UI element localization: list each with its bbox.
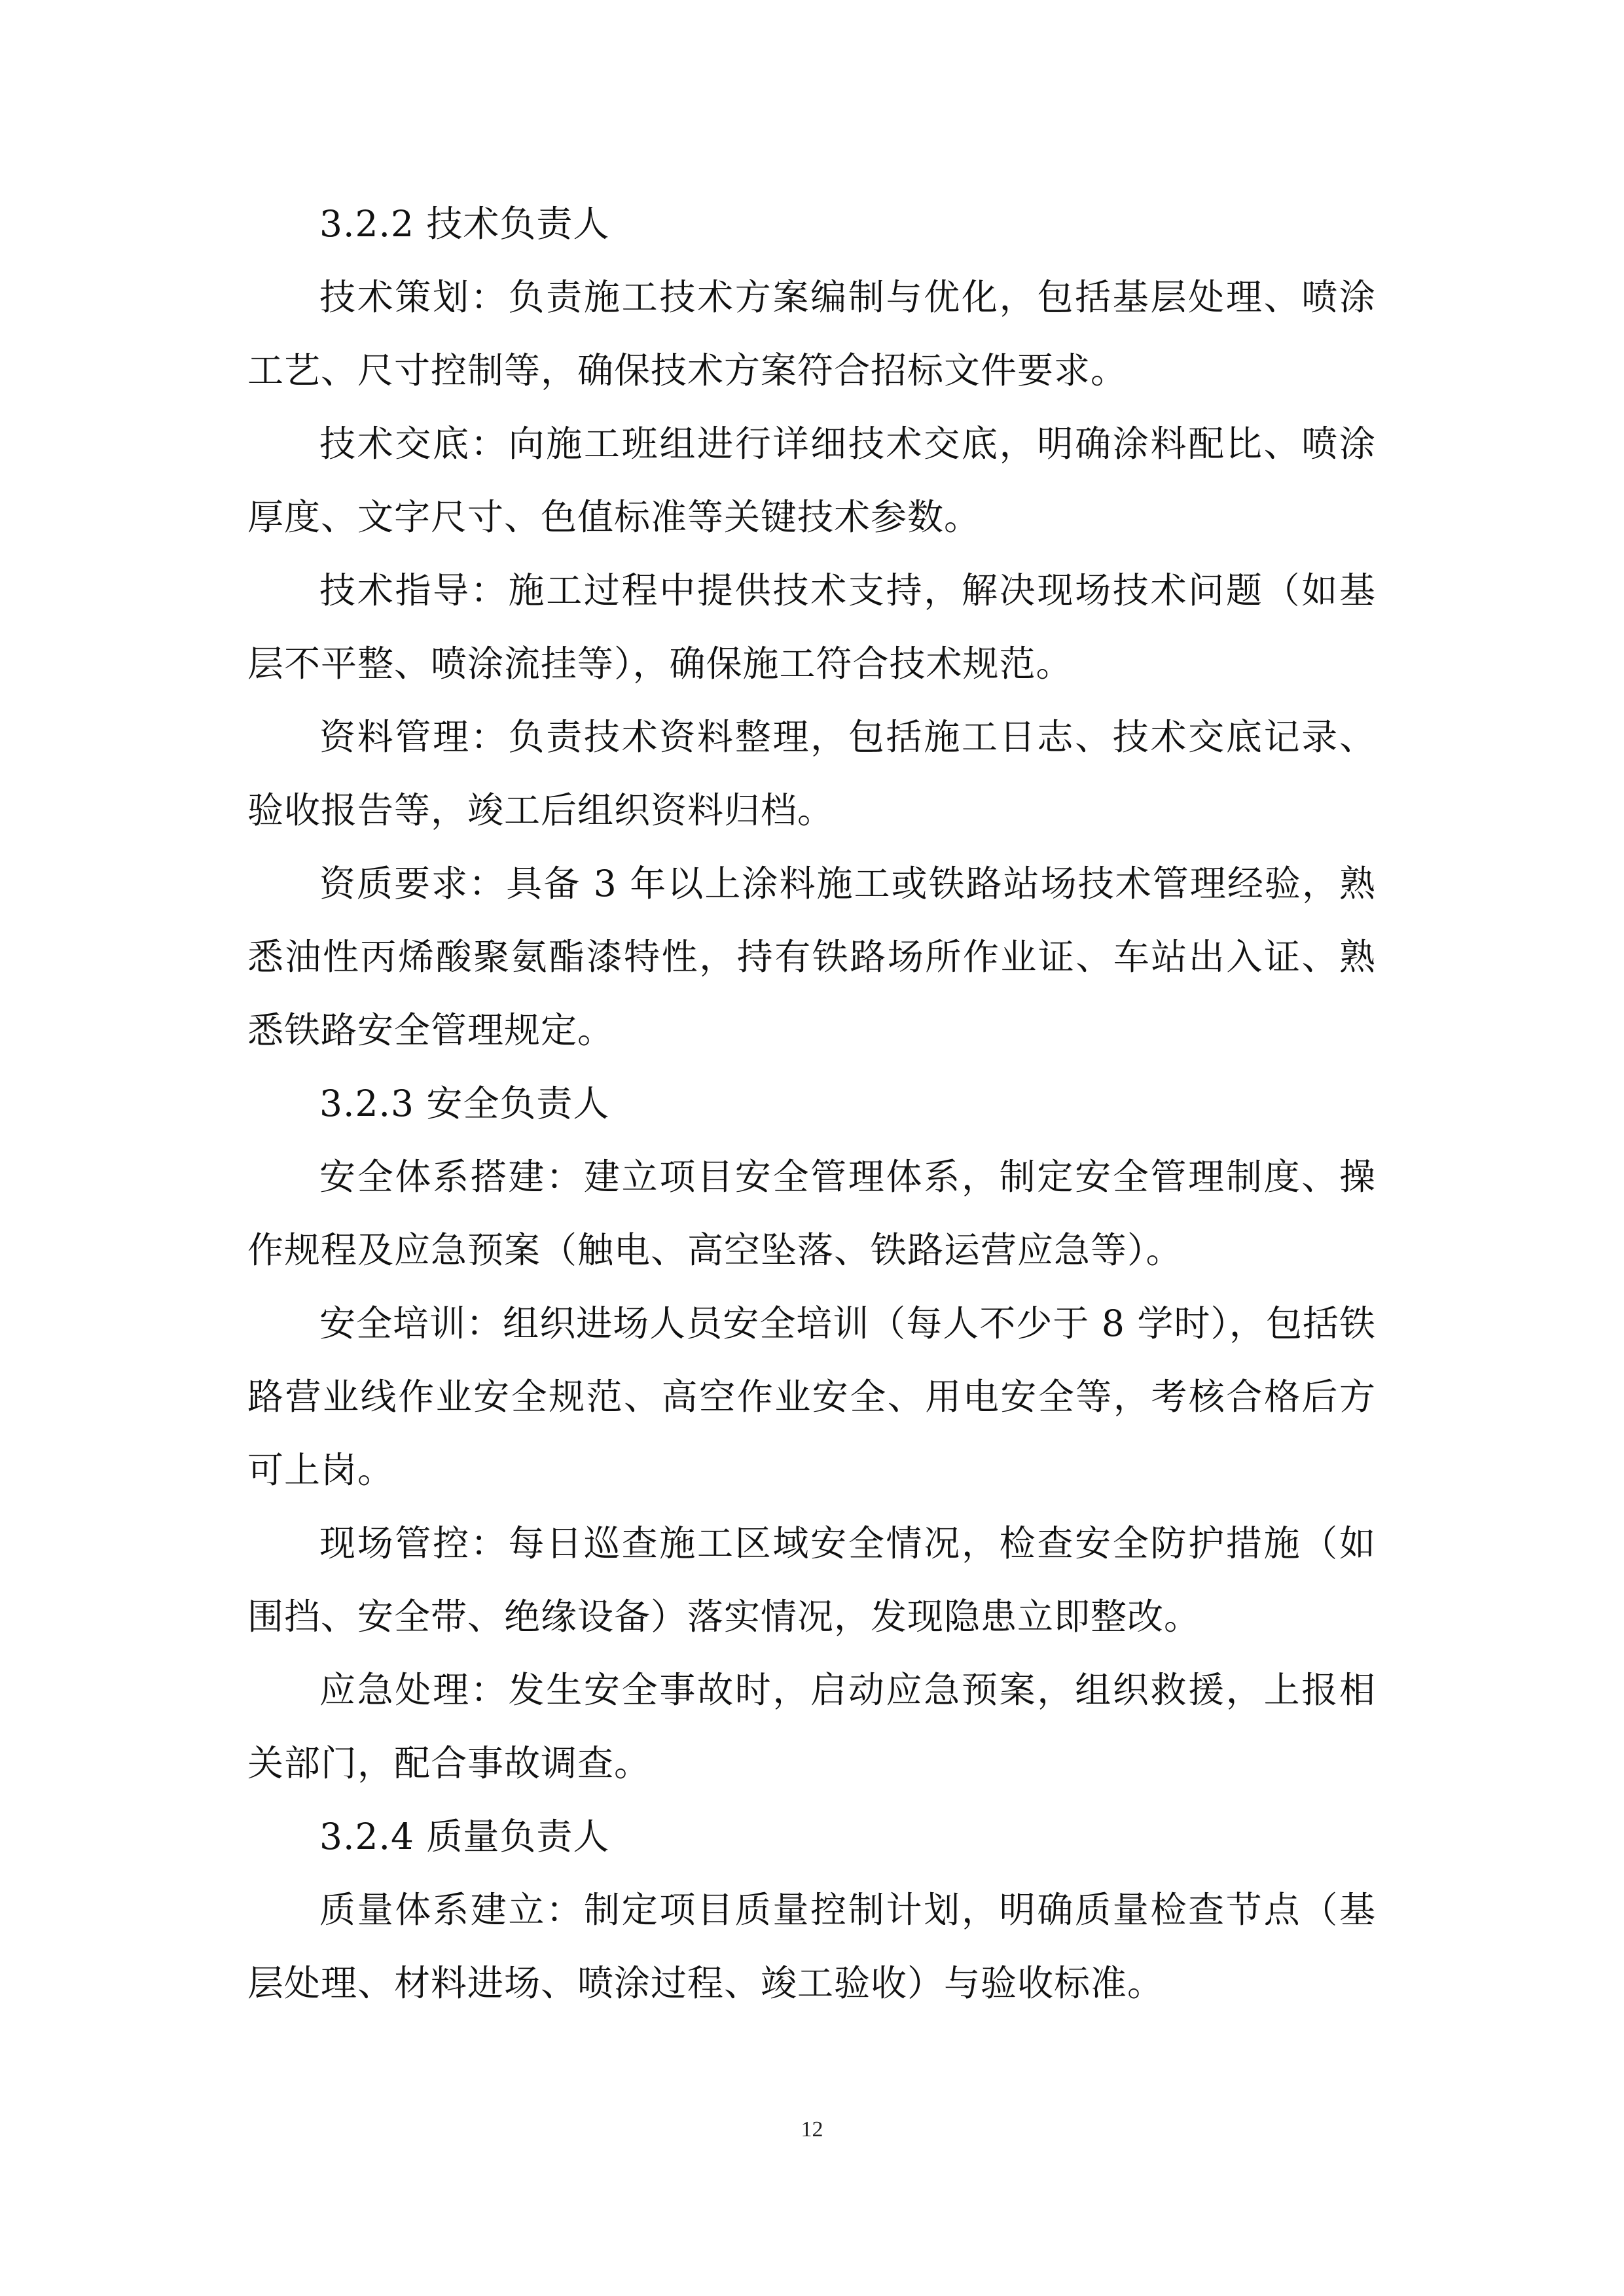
page-body xyxy=(247,187,1376,2020)
page-number: 12 xyxy=(801,2117,823,2142)
paragraph-emergency-handling: 应急处理：发生安全事故时，启动应急预案，组织救援，上报相关部门，配合事故调查。 xyxy=(247,1669,1376,1784)
paragraph-safety-system: 安全体系搭建：建立项目安全管理体系，制定安全管理制度、操作规程及应急预案（触电、高空坠落、铁路运营应急等）。 xyxy=(247,1156,1376,1271)
paragraph-technical-planning: 技术策划：负责施工技术方案编制与优化，包括基层处理、喷涂工艺、尺寸控制等，确保技术方案符合招标文件要求。 xyxy=(247,276,1376,391)
paragraph-qualification-requirements: 资质要求：具备 3 年以上涂料施工或铁路站场技术管理经验，熟悉油性丙烯酸聚氨酯漆特性，持有铁路场所作业证、车站出入证、熟悉铁路安全管理规定。 xyxy=(247,863,1376,1051)
paragraph-document-management: 资料管理：负责技术资料整理，包括施工日志、技术交底记录、验收报告等，竣工后组织资料归档。 xyxy=(247,716,1376,831)
section-heading-3-2-2: 3.2.2 技术负责人 xyxy=(319,203,610,245)
paragraph-site-control: 现场管控：每日巡查施工区域安全情况，检查安全防护措施（如围挡、安全带、绝缘设备）落实情况，发现隐患立即整改。 xyxy=(247,1522,1376,1638)
section-heading-3-2-3: 3.2.3 安全负责人 xyxy=(319,1083,610,1124)
section-heading-3-2-4: 3.2.4 质量负责人 xyxy=(319,1816,610,1857)
paragraph-quality-system: 质量体系建立：制定项目质量控制计划，明确质量检查节点（基层处理、材料进场、喷涂过程、竣工验收）与验收标准。 xyxy=(247,1889,1376,2004)
paragraph-safety-training: 安全培训：组织进场人员安全培训（每人不少于 8 学时），包括铁路营业线作业安全规范、高空作业安全、用电安全等，考核合格后方可上岗。 xyxy=(247,1302,1376,1491)
paragraph-technical-guidance: 技术指导：施工过程中提供技术支持，解决现场技术问题（如基层不平整、喷涂流挂等），确保施工符合技术规范。 xyxy=(247,569,1376,685)
paragraph-technical-briefing: 技术交底：向施工班组进行详细技术交底，明确涂料配比、喷涂厚度、文字尺寸、色值标准等关键技术参数。 xyxy=(247,423,1376,538)
